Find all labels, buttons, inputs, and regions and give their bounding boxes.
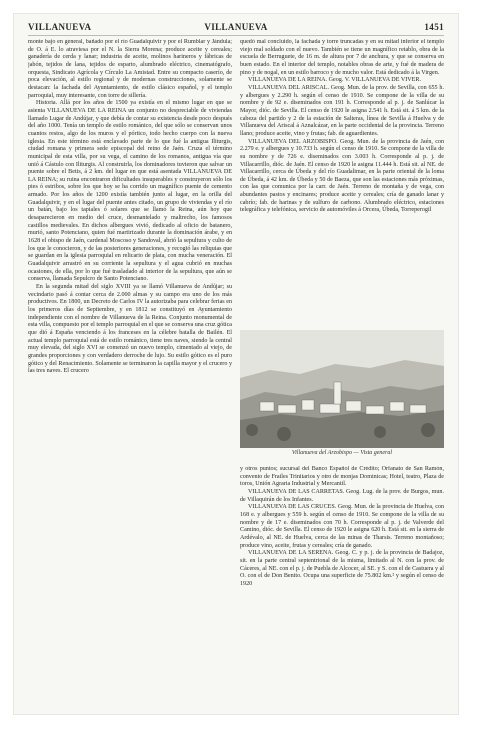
running-header	[28, 20, 444, 34]
entry-villanueva-del-ariscal: VILLANUEVA DEL ARISCAL. Geog. Mun. de la prov. de Sevilla, con 655 h. y albergues y 2.290 h. según el censo de 1910. Se compone de la villa de su nombre y de 92 e. diseminados con 191 h. Corresponde al p. j. de Sanlúcar la Mayor, dióc. de Sevilla. El censo de 1920 le asigna 2.541 h. Está sit. á 5 km. de la cabeza del partido y 2 de la estación de Salteras, línea de Sevilla á Huelva y de Villanueva del Ariscal á Aznalcázar, en la parte occidental de la provincia. Terreno llano; produce aceite, vino y frutas; fab. de aguardientes.	[240, 84, 444, 137]
entry-villanueva-de-las-cruces: VILLANUEVA DE LAS CRUCES. Geog. Mun. de la provincia de Huelva, con 168 e. y albergues y 559 h. según el censo de 1910. Se compone de la villa de su nombre y de 17 e. diseminados con 70 h. Corresponde al p. j. de Valverde del Camino, dióc. de Sevilla. El censo de 1920 le asigna 620 h. Está sit. en la sierra de Ardévalo, al NE. de Huelva, cerca de las minas de Tharsis. Terreno montañoso; produce vino, aceite, frutas y cereales; cría de ganado.	[240, 504, 444, 549]
photo-caption: Villanueva del Arzobispo — Vista general	[291, 450, 393, 456]
left-column	[28, 39, 232, 701]
right-column-bottom	[240, 466, 444, 701]
right-paragraph-1: quedó mal concluido, la fachada y torre truncadas y en su mitad inferior el templo viejo mal soldado con el nuevo. También se tiene un magnífico retablo, obra de la escuela de Berruguete, de 16 m. de altura por 7 de anchura, y que se conserva en buen estado. En el interior del templo, notables obras de arte, y fué de madera de pino y de nogal, en un estilo barroco y de mucho valor. Está dedicado á la Virgen.	[240, 39, 444, 76]
header-rule	[28, 35, 444, 36]
entry-villanueva-de-la-serena: VILLANUEVA DE LA SERENA. Geog. C. y p. j. de la provincia de Badajoz, sit. en la parte central septentrional de la misma, limitado al N. con la prov. de Cáceres, al NE. con el p. j. de Puebla de Alcocer, al SE. y S. con el de Castuera y al O. con el de Don Benito. Ocupa una superficie de 75.802 km.² y según el censo de 1920	[240, 550, 444, 587]
page-number: 1451	[424, 22, 444, 32]
entry-villanueva-del-arzobispo: VILLANUEVA DEL ARZOBISPO. Geog. Mun. de la provincia de Jaén, con 2.279 e. y albergues y 10.733 h. según el censo de 1910. Se compone de la villa de su nombre y de 726 e. diseminados con 3.003 h. Corresponde al p. j. de Villacarrillo, dióc. de Jaén. El censo de 1920 le asigna 11.444 h. Está sit. al NE. de Villacarrillo, cerca de Úbeda y del río Guadalimar, en la parte oriental de la loma de Úbeda, á 42 km. de Úbeda y 50 de Baeza, que son las estaciones más próximas, con las que comunica por la carr. de Jaén. Terreno de montaña y de vega, con abundantes pastos y encinares; produce aceite y cereales; cría de ganado lanar y cabrío; fab. de harinas y de sulfuro de carbono. Alumbrado eléctrico, estaciones telegráfica y telefónica, servicio de automóviles á Orcera, Úbeda, Torreperogil	[240, 138, 444, 214]
header-left: VILLANUEVA	[28, 22, 92, 32]
entry-villanueva-de-la-reina: VILLANUEVA DE LA REINA. Geog. V. VILLANUEVA DE VIVER.	[248, 77, 421, 84]
left-paragraph-2: Historia. Allá por los años de 1500 ya existía en el mismo lugar en que se asienta VILLANUEVA DE LA REINA un conjunto no despreciable de viviendas llamado Lugar de Andújar, y que debía de contar su existencia desde poco después del año 1000. Tenía un templo de estilo románico, del que sólo se conservan unos cuantos restos, algo de los muros y el pórtico, todo hecho cuerpo con la nueva iglesia. En este término está enclavado parte de lo que fué la antigua Iliturgis, ciudad romana y primera sede episcopal del reino de Jaén. Cruza el término municipal de esta villa, por su vega, el camino de los romanos, antigua vía que unió á Cástulo con Iliturgis. Al construirla, los dominadores tuvieron que salvar un puente sobre el Betis, á 2 km. del lugar en que está asentada VILLANUEVA DE LA REINA; su ruina encontraron dificultades insuperables y construyeron sólo los pies ó estribos, sobre los que hoy se ha corrido un magnífico puente de cemento armado. Por los años de 1200 existía también junto al lugar, en la orilla del Guadalquivir, y en el lugar del puente antes citado, un grupo de viviendas y el río un batán, bajo los tapiales ó solares que se llamó la Reina, aún hoy que desaparecieron en medio del cruce, desmantelado y maltrecho, los famosos castillos medievales. En dichos albergues vivió, dedicado al oficio de batanero, murió, santo Potenciano, quien fué martirizado durante la dominación árabe, y en 1628 el obispo de Jaén, cardenal Moscoso y Sandoval, abrió la sepultura y culto de los que le conocieron, y de las posteriores generaciones, y recogió las reliquias que se guardan en la iglesia parroquial en relicario de plata, con mucha veneración. El Guadalquivir arrastró en su corriente la sepultura y el agua cubrió en muchas ocasiones, de ella, por lo que fué trasladado al interior de la sepultura, que aún se conserva, llamada Sepulcro de Santo Potenciano.	[28, 100, 232, 283]
encyclopedia-page	[14, 14, 458, 714]
right-column-top	[240, 39, 444, 324]
left-paragraph-3: En la segunda mitad del siglo XVIII ya se llamó Villanueva de Andújar; su vecindario pasó á contar cerca de 2.000 almas y su campo era uno de los más productivos. En 1800, un Decreto de Carlos IV la autorizaba para celebrar ferias en los primeros días de Septiembre, y en 1812 se constituyó en Ayuntamiento independiente con el nombre de Villanueva de la Reina. Conjunto monumental de esta villa, compuesto por el templo parroquial en el que se conserva una cruz gótica que dió á España venciendo á los franceses en la célebre batalla de Bailén. El actual templo parroquial está de estilo románico, tiene tres naves, siendo la central muy elevada, del siglo XVI se comenzó un nuevo templo, cimentado al viejo, de grandes proporciones y con verdadero derroche de lujo. Su estilo gótico es el puro gótico y del Renacimiento. Solamente se terminaron la capilla mayor y el crucero y las tres naves. El crucero	[28, 284, 232, 375]
header-title: VILLANUEVA	[204, 22, 268, 32]
entry-villanueva-de-las-carretas: VILLANUEVA DE LAS CARRETAS. Geog. Lug. de la prov. de Burgos, mun. de Villaquirán de los Infantes.	[240, 488, 444, 503]
left-paragraph-1: monte bajo en general, bañado por el río Guadalquivir y por el Rumblar y Jándula; de O. á E. lo atraviesa por el N. la Sierra Morena; produce aceite y cereales; ganadería de cerda y lanar; industria de aceite, molinos harineros y fábricas de jabón, tejidos de lana, tejidos de esparto, alumbrado eléctrico, cinematógrafo, orquesta, Sindicato Agrícola y Círculo La Amistad. Entre su compacto caserío, de poca elevación, al estilo regional y de modernas construcciones, solamente se destacan: la fachada del Ayuntamiento, de estilo clásico español, y el templo parroquial, muy interesante, con torre de sillería.	[28, 39, 232, 99]
town-photograph-image	[240, 330, 444, 448]
town-photograph	[240, 330, 444, 448]
right-bottom-paragraph-1: y otros puntos; sucursal del Banco Español de Crédito; Orfanato de San Ramón, convento de Frailes Trinitarios y otro de monjas Dominicas; Hotel, teatro, Plaza de toros, Unión Agraria Industrial y Mercantil.	[240, 466, 444, 488]
